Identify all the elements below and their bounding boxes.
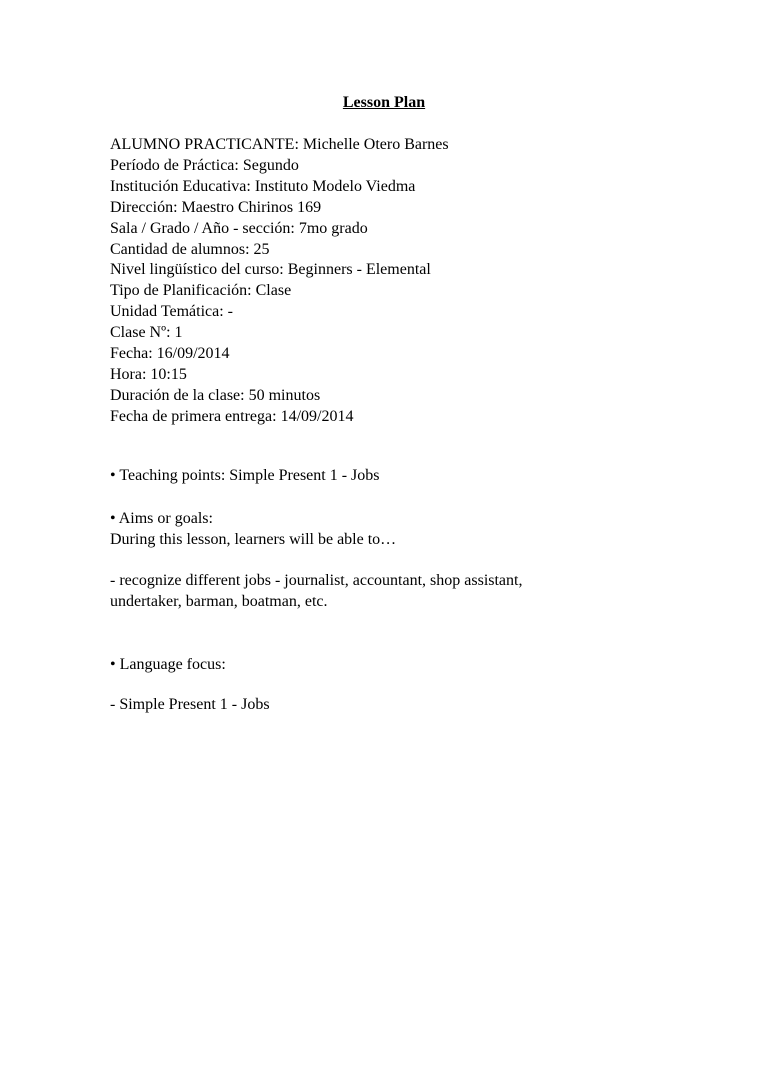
info-line-hora: Hora: 10:15 bbox=[110, 365, 187, 383]
info-line-grado: Sala / Grado / Año - sección: 7mo grado bbox=[110, 219, 368, 237]
aims-item-line-1: - recognize different jobs - journalist, accountant, shop assistant, bbox=[110, 572, 523, 589]
info-line-fecha: Fecha: 16/09/2014 bbox=[110, 345, 230, 363]
info-line-nivel: Nivel lingüístico del curso: Beginners - Elemental bbox=[110, 261, 431, 279]
info-line-unidad: Unidad Temática: - bbox=[110, 303, 233, 321]
language-focus-item-text: - Simple Present 1 - Jobs bbox=[110, 696, 270, 713]
teaching-points-text: • Teaching points: Simple Present 1 - Jobs bbox=[110, 467, 380, 484]
info-line-direccion: Dirección: Maestro Chirinos 169 bbox=[110, 198, 322, 216]
document-title: Lesson Plan bbox=[342, 94, 426, 111]
aims-item-line-2: undertaker, barman, boatman, etc. bbox=[110, 592, 328, 610]
info-line-entrega: Fecha de primera entrega: 14/09/2014 bbox=[110, 407, 354, 425]
language-focus-heading: • Language focus: bbox=[110, 656, 226, 673]
info-line-clase: Clase Nº: 1 bbox=[110, 324, 183, 342]
info-line-institucion: Institución Educativa: Instituto Modelo Viedma bbox=[110, 177, 416, 195]
aims-heading: • Aims or goals: bbox=[110, 510, 213, 527]
aims-section bbox=[110, 509, 710, 551]
info-line-tipo: Tipo de Planificación: Clase bbox=[110, 282, 292, 300]
info-line-cantidad: Cantidad de alumnos: 25 bbox=[110, 240, 270, 258]
info-line-alumno: ALUMNO PRACTICANTE: Michelle Otero Barnes bbox=[110, 136, 449, 153]
lesson-info-block bbox=[110, 135, 710, 428]
aims-item bbox=[110, 571, 710, 613]
language-focus-section bbox=[110, 655, 710, 676]
info-line-periodo: Período de Práctica: Segundo bbox=[110, 156, 299, 174]
language-focus-item bbox=[110, 695, 710, 716]
info-line-duracion: Duración de la clase: 50 minutos bbox=[110, 386, 321, 404]
teaching-points-section bbox=[110, 466, 710, 487]
aims-intro: During this lesson, learners will be able to… bbox=[110, 530, 397, 548]
